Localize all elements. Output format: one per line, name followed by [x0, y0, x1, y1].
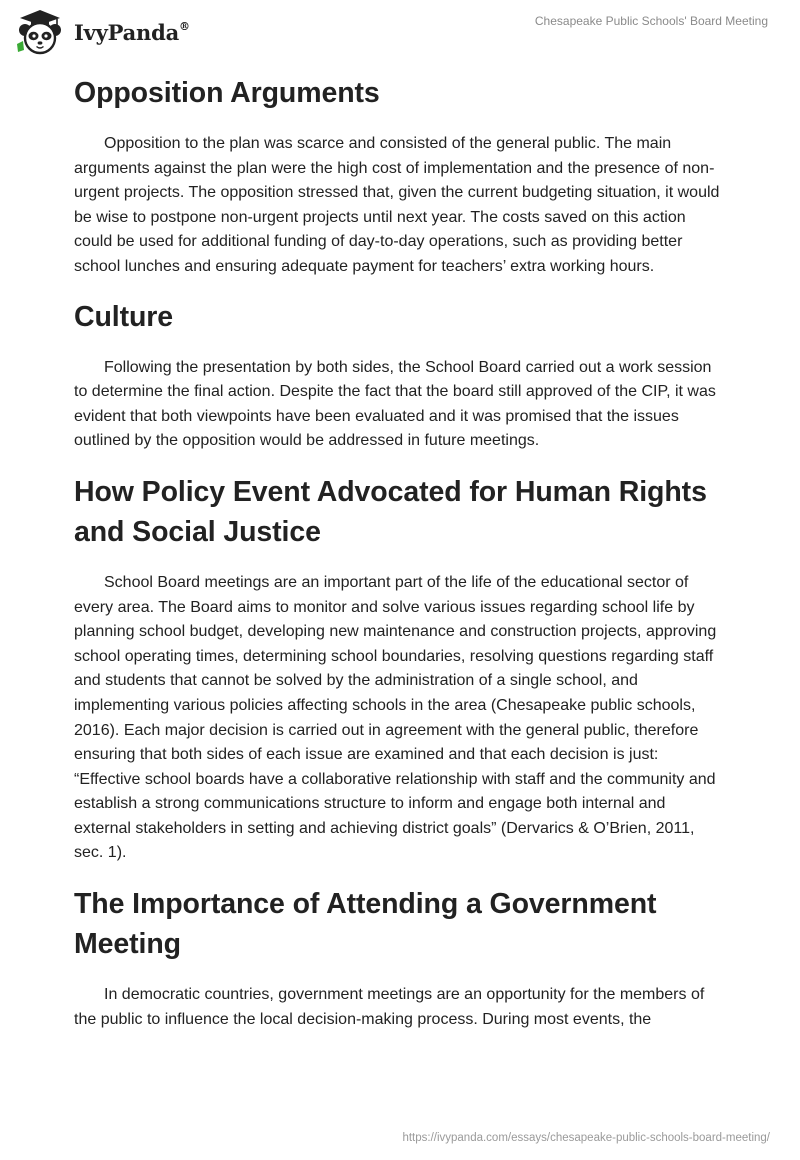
page-header	[0, 0, 800, 62]
brand-name-text: IvyPanda	[74, 19, 180, 45]
section-paragraph-human-rights: School Board meetings are an important part of the life of the educational sector of every area. The Board aims to monitor and solve various issues regarding school life by planning school budget, developing new maintenance and construction projects, approving school operating times, determining school boundaries, resolving questions regarding staff and students that cannot be solved by the administration of a single school, and implementing various policies affecting schools in the area (Chesapeake public schools, 2016). Each major decision is carried out in agreement with the general public, therefore ensuring that both sides of each issue are examined and that each decision is just: “Effective school boards have a collaborative relationship with staff and the community and establish a strong communications structure to inform and engage both internal and external stakeholders in setting and achieving district goals” (Dervarics & O’Brien, 2011, sec. 1).	[74, 573, 717, 862]
brand-name	[74, 20, 190, 45]
article-content	[74, 70, 726, 1032]
registered-mark: ®	[179, 19, 190, 33]
document-title: Chesapeake Public Schools' Board Meeting	[534, 14, 768, 28]
section-heading-government-meeting: The Importance of Attending a Government Meeting	[74, 888, 657, 961]
section-heading-human-rights: How Policy Event Advocated for Human Rights and Social Justice	[74, 475, 707, 548]
source-url-link[interactable]: https://ivypanda.com/essays/chesapeake-public-schools-board-meeting/	[402, 1132, 770, 1144]
panda-graduate-icon	[14, 8, 66, 56]
section-paragraph-culture: Following the presentation by both sides, the School Board carried out a work session to determine the final action. Despite the fact that the board still approved of the CIP, it was evident that both viewpoints have been evaluated and it was promised that the issues outlined by the opposition would be addressed in future meetings.	[74, 358, 716, 450]
section-heading-opposition-arguments: Opposition Arguments	[74, 77, 380, 109]
section-paragraph-government-meeting: In democratic countries, government meetings are an opportunity for the members of the public to influence the local decision-making process. During most events, the	[74, 986, 705, 1028]
section-heading-culture: Culture	[74, 300, 174, 333]
section-paragraph-opposition-arguments: Opposition to the plan was scarce and consisted of the general public. The main arguments against the plan were the high cost of implementation and the presence of non-urgent projects. The opposition stressed that, given the current budgeting situation, it would be wise to postpone non-urgent projects until next year. The costs saved on this action could be used for additional funding of day-to-day operations, such as providing better school lunches and ensuring adequate payment for teachers’ extra working hours.	[74, 135, 720, 275]
brand-logo[interactable]	[14, 8, 190, 56]
